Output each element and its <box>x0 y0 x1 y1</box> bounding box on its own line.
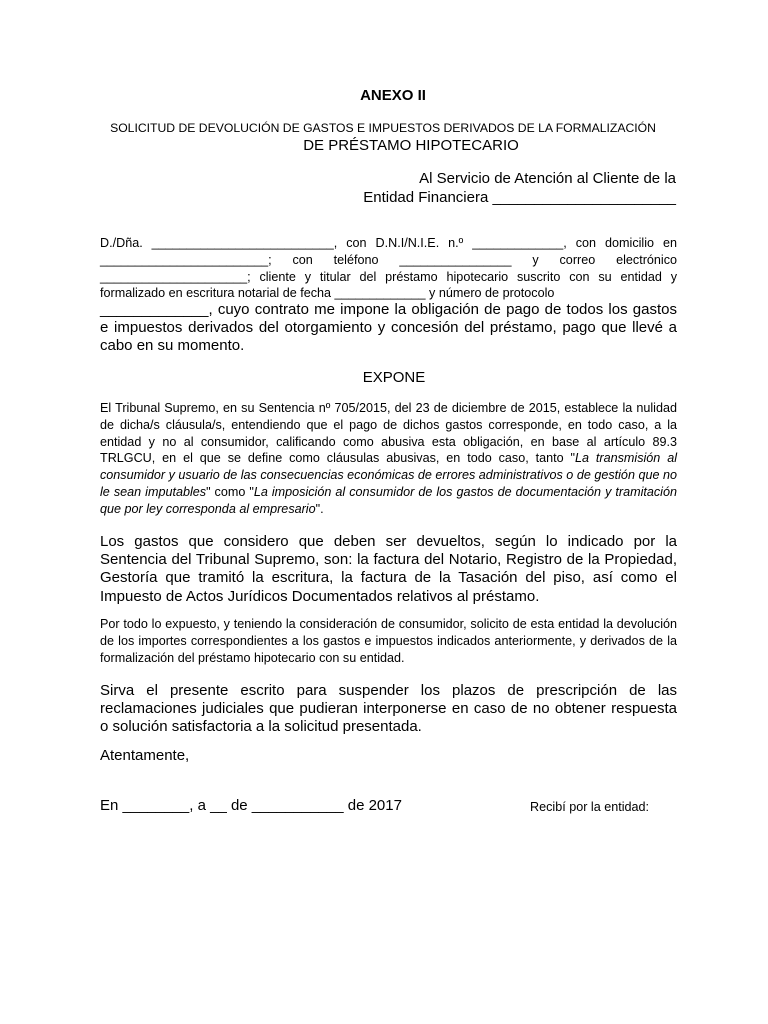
request-paragraph: Por todo lo expuesto, y teniendo la consideración de consumidor, solicito de esta entidad la devolución de los importes correspondientes a los gastos e impuestos indicados anteriormente, y derivados de la formalización del préstamo hipotecario con su entidad. <box>100 617 677 665</box>
addressee-line-2: Entidad Financiera ______________________ <box>363 188 676 206</box>
contract-obligation-paragraph: _____________, cuyo contrato me impone la obligación de pago de todos los gastos e impuestos derivados del otorgamiento y concesión del préstamo, pago que llevé a cabo en su momento. <box>100 301 677 355</box>
receipt-label: Recibí por la entidad: <box>530 800 650 814</box>
tribunal-text-1: El Tribunal Supremo, en su Sentencia nº 705/2015, del 23 de diciembre de 2015, establece la nulidad de dicha/s cláusula/s, entendiendo que el pago de dichos gastos corresponde, en todo caso, a la entidad y no al consumidor, calificando como abusiva esta obligación, en base al artículo 89.3 TRLGCU, en el que se define como cláusulas abusivas, en todo caso, tanto " <box>100 401 677 466</box>
tribunal-text-3: ". <box>315 501 324 516</box>
subtitle-line-2: DE PRÉSTAMO HIPOTECARIO <box>303 137 519 154</box>
closing-salutation: Atentamente, <box>100 747 190 764</box>
refund-items-paragraph: Los gastos que considero que deben ser devueltos, según lo indicado por la Sentencia del Tribunal Supremo, son: la factura del Notario, Registro de la Propiedad, Gestoría que tramitó la escritura, la factura de la Tasación del piso, así como el Impuesto de Actos Jurídicos Documentados relativos al préstamo. <box>100 533 677 605</box>
addressee-line-1: Al Servicio de Atención al Cliente de la <box>419 170 676 187</box>
place-date-line: En ________, a __ de ___________ de 2017 <box>100 797 402 814</box>
subtitle-line-1: SOLICITUD DE DEVOLUCIÓN DE GASTOS E IMPUESTOS DERIVADOS DE LA FORMALIZACIÓN <box>110 121 656 135</box>
tribunal-paragraph <box>100 400 677 518</box>
personal-data-paragraph: D./Dña. __________________________, con D.N.I/N.I.E. n.º _____________, con domicilio en ________________________; con teléfono ________________ y correo electrónico _____________________; cliente y titular del préstamo hipotecario suscrito con su entidad y formalizado en escritura notarial de fecha _____________ y número de protocolo <box>100 236 677 301</box>
tribunal-quote-1: La transmisión al consumidor y usuario de las consecuencias económicas de errores administrativos o de gestión que no le sean imputables <box>100 451 677 499</box>
prescription-paragraph: Sirva el presente escrito para suspender los plazos de prescripción de las reclamaciones judiciales que pudieran interponerse en caso de no obtener respuesta o solución satisfactoria a la solicitud presentada. <box>100 682 677 736</box>
addressee-block <box>300 170 676 207</box>
tribunal-quote-2: La imposición al consumidor de los gastos de documentación y tramitación que por ley corresponda al empresario <box>100 484 677 516</box>
page-title: ANEXO II <box>360 87 426 104</box>
tribunal-text-2: " como " <box>206 484 254 499</box>
section-heading-expone: EXPONE <box>362 369 426 386</box>
